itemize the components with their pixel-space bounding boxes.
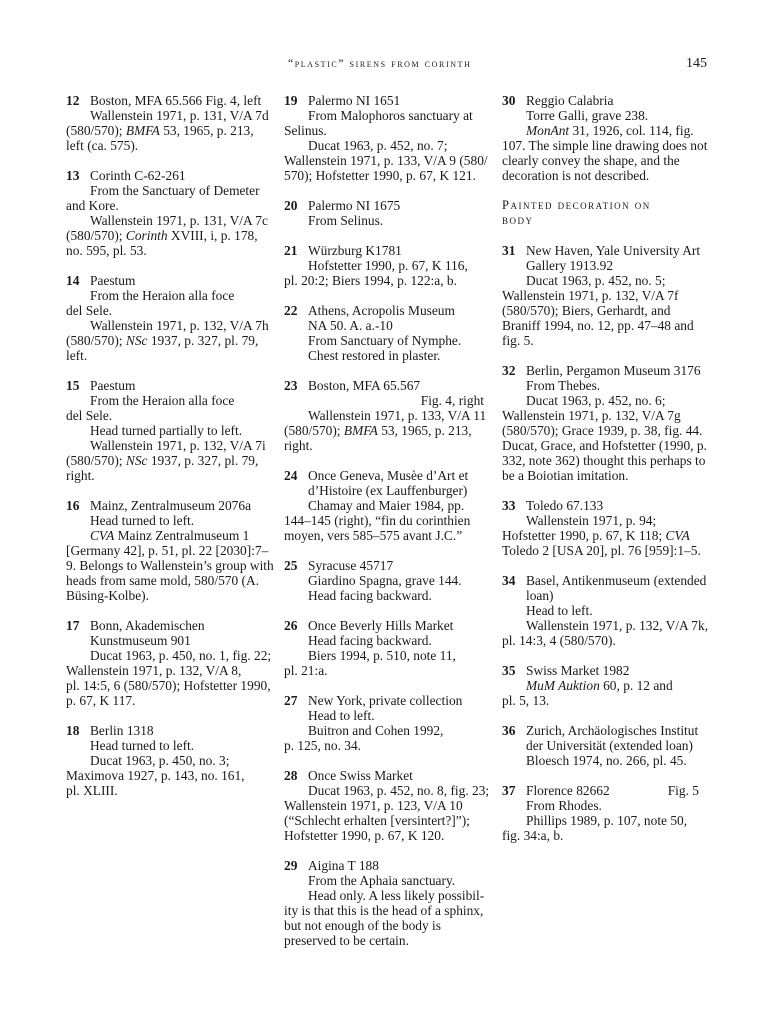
catalog-entry-21 bbox=[284, 243, 484, 288]
entry-number: 21 bbox=[284, 243, 298, 258]
entry-title: Basel, Antikenmuseum (extended bbox=[526, 573, 707, 588]
entry-line: d’Histoire (ex Lauffenburger) bbox=[308, 483, 468, 498]
entry-line: Head turned partially to left. bbox=[90, 423, 243, 438]
catalog-entry-13 bbox=[66, 168, 271, 258]
catalog-entry-22 bbox=[284, 303, 484, 363]
entry-line: Chest restored in plaster. bbox=[308, 348, 441, 363]
column-3 bbox=[502, 93, 709, 858]
catalog-entry-35 bbox=[502, 663, 705, 708]
entry-line: From Sanctuary of Nymphe. bbox=[308, 333, 462, 348]
entry-title: Palermo NI 1675 bbox=[308, 198, 401, 213]
entry-line: (580/570); Grace 1939, p. 38, fig. 44. bbox=[502, 423, 703, 438]
entry-line: and Kore. bbox=[66, 198, 119, 213]
entry-line: From Malophoros sanctuary at bbox=[308, 108, 473, 123]
entry-number: 28 bbox=[284, 768, 298, 783]
entry-number: 13 bbox=[66, 168, 80, 183]
entry-line: MuM Auktion 60, p. 12 and bbox=[526, 678, 673, 693]
entry-number: 35 bbox=[502, 663, 516, 678]
entry-line: Phillips 1989, p. 107, note 50, bbox=[526, 813, 688, 828]
entry-title: Once Swiss Market bbox=[308, 768, 413, 783]
entry-line: Wallenstein 1971, p. 131, V/A 7d bbox=[90, 108, 269, 123]
entry-title: Berlin, Pergamon Museum 3176 bbox=[526, 363, 701, 378]
entry-line: del Sele. bbox=[66, 408, 113, 423]
column-2 bbox=[284, 93, 490, 963]
catalog-entry-23 bbox=[284, 378, 487, 453]
entry-number: 29 bbox=[284, 858, 298, 873]
entry-line: Wallenstein 1971, p. 133, V/A 9 (580/ bbox=[284, 153, 488, 168]
entry-number: 27 bbox=[284, 693, 298, 708]
entry-title: Florence 82662 bbox=[526, 783, 610, 798]
entry-line: From the Aphaia sanctuary. bbox=[308, 873, 456, 888]
entry-line: Head facing backward. bbox=[308, 633, 432, 648]
entry-title: Corinth C-62-261 bbox=[90, 168, 186, 183]
entry-line: Ducat 1963, p. 450, no. 3; bbox=[90, 753, 230, 768]
entry-title: Zurich, Archäologisches Institut bbox=[526, 723, 699, 738]
entry-line: pl. 21:a. bbox=[284, 663, 328, 678]
entry-line: 570); Hofstetter 1990, p. 67, K 121. bbox=[284, 168, 476, 183]
entry-line: fig. 5. bbox=[502, 333, 534, 348]
catalog-entry-18 bbox=[66, 723, 271, 798]
entry-line: decoration is not described. bbox=[502, 168, 650, 183]
entry-line: Hofstetter 1990, p. 67, K 120. bbox=[284, 828, 445, 843]
entry-line: del Sele. bbox=[66, 303, 113, 318]
running-head: “plastic” sirens from corinth bbox=[288, 58, 472, 70]
entry-line: Wallenstein 1971, p. 94; bbox=[526, 513, 657, 528]
entry-line: Toledo 2 [USA 20], pl. 76 [959]:1–5. bbox=[502, 543, 701, 558]
figure-reference: Fig. 5 bbox=[667, 783, 699, 798]
section-heading: Painted decoration on body bbox=[502, 198, 651, 227]
catalog-entry-34 bbox=[502, 573, 709, 648]
entry-line: Maximova 1927, p. 143, no. 161, bbox=[66, 768, 245, 783]
entry-line: MonAnt 31, 1926, col. 114, fig. bbox=[526, 123, 694, 138]
entry-line: Wallenstein 1971, p. 132, V/A 7f bbox=[502, 288, 679, 303]
catalog-entry-28 bbox=[284, 768, 490, 843]
entry-line: p. 67, K 117. bbox=[66, 693, 136, 708]
entry-line: Biers 1994, p. 510, note 11, bbox=[308, 648, 456, 663]
entry-title: Paestum bbox=[90, 378, 136, 393]
entry-title: Swiss Market 1982 bbox=[526, 663, 630, 678]
entry-line: left (ca. 575). bbox=[66, 138, 139, 153]
entry-line: Gallery 1913.92 bbox=[526, 258, 614, 273]
entry-title: Palermo NI 1651 bbox=[308, 93, 401, 108]
entry-line: Wallenstein 1971, p. 133, V/A 11 bbox=[308, 408, 487, 423]
entry-line: heads from same mold, 580/570 (A. bbox=[66, 573, 260, 588]
entry-number: 18 bbox=[66, 723, 80, 738]
entry-number: 12 bbox=[66, 93, 80, 108]
catalog-entry-17 bbox=[66, 618, 271, 708]
entry-line: From the Sanctuary of Demeter bbox=[90, 183, 260, 198]
catalog-entry-14 bbox=[66, 273, 271, 363]
entry-line: (580/570); Corinth XVIII, i, p. 178, bbox=[66, 228, 258, 243]
catalog-entry-31 bbox=[502, 243, 705, 348]
catalog-entry-30 bbox=[502, 93, 708, 183]
catalog-entry-24 bbox=[284, 468, 484, 543]
entry-title: Syracuse 45717 bbox=[308, 558, 394, 573]
catalog-entry-15 bbox=[66, 378, 271, 483]
entry-line: be a Boiotian imitation. bbox=[502, 468, 629, 483]
entry-number: 31 bbox=[502, 243, 516, 258]
entry-line: Chamay and Maier 1984, pp. bbox=[308, 498, 465, 513]
catalog-entry-25 bbox=[284, 558, 484, 603]
entry-line: Head turned to left. bbox=[90, 738, 195, 753]
entry-number: 22 bbox=[284, 303, 298, 318]
entry-number: 23 bbox=[284, 378, 298, 393]
catalog-entry-16 bbox=[66, 498, 274, 603]
entry-line: moyen, vers 585–575 avant J.C.” bbox=[284, 528, 463, 543]
entry-title: Once Beverly Hills Market bbox=[308, 618, 454, 633]
entry-title: New Haven, Yale University Art bbox=[526, 243, 701, 258]
entry-line: pl. 20:2; Biers 1994, p. 122:a, b. bbox=[284, 273, 457, 288]
column-1 bbox=[66, 93, 274, 813]
entry-title: Athens, Acropolis Museum bbox=[308, 303, 455, 318]
entry-line: preserved to be certain. bbox=[284, 933, 409, 948]
entry-line: From the Heraion alla foce bbox=[90, 393, 235, 408]
entry-line: From Rhodes. bbox=[526, 798, 602, 813]
entry-number: 20 bbox=[284, 198, 298, 213]
entry-line: From Selinus. bbox=[308, 213, 384, 228]
entry-line: Giardino Spagna, grave 144. bbox=[308, 573, 462, 588]
entry-line: Wallenstein 1971, p. 132, V/A 7i bbox=[90, 438, 266, 453]
entry-line: Wallenstein 1971, p. 132, V/A 8, bbox=[66, 663, 242, 678]
entry-line: Torre Galli, grave 238. bbox=[526, 108, 649, 123]
entry-line: but not enough of the body is bbox=[284, 918, 441, 933]
entry-title: Toledo 67.133 bbox=[526, 498, 604, 513]
page-number: 145 bbox=[686, 56, 707, 71]
entry-title: Boston, MFA 65.566 Fig. 4, left bbox=[90, 93, 262, 108]
entry-line: Wallenstein 1971, p. 131, V/A 7c bbox=[90, 213, 268, 228]
catalog-entry-19 bbox=[284, 93, 488, 183]
entry-line: Kunstmuseum 901 bbox=[90, 633, 191, 648]
entry-line: Buitron and Cohen 1992, bbox=[308, 723, 444, 738]
catalog-entry-27 bbox=[284, 693, 484, 753]
entry-number: 37 bbox=[502, 783, 516, 798]
entry-line: Ducat 1963, p. 452, no. 8, fig. 23; bbox=[308, 783, 490, 798]
entry-line: Wallenstein 1971, p. 132, V/A 7g bbox=[502, 408, 681, 423]
entry-line: (580/570); NSc 1937, p. 327, pl. 79, bbox=[66, 453, 259, 468]
entry-number: 32 bbox=[502, 363, 516, 378]
catalog-entry-32 bbox=[502, 363, 705, 483]
entry-line: right. bbox=[66, 468, 95, 483]
entry-title: New York, private collection bbox=[308, 693, 463, 708]
entry-line: Head to left. bbox=[308, 708, 375, 723]
entry-title: Aigina T 188 bbox=[308, 858, 379, 873]
entry-line: Büsing-Kolbe). bbox=[66, 588, 149, 603]
entry-line: no. 595, pl. 53. bbox=[66, 243, 147, 258]
entry-number: 14 bbox=[66, 273, 80, 288]
entry-number: 24 bbox=[284, 468, 298, 483]
catalog-entry-37 bbox=[502, 783, 705, 843]
entry-line: der Universität (extended loan) bbox=[526, 738, 693, 753]
entry-line: 144–145 (right), “fin du corinthien bbox=[284, 513, 471, 528]
entry-title: Berlin 1318 bbox=[90, 723, 154, 738]
catalog-entry-33 bbox=[502, 498, 705, 558]
entry-line: Head to left. bbox=[526, 603, 593, 618]
entry-number: 36 bbox=[502, 723, 516, 738]
entry-number: 26 bbox=[284, 618, 298, 633]
entry-line: (580/570); BMFA 53, 1965, p. 213, bbox=[66, 123, 254, 138]
entry-line: pl. XLIII. bbox=[66, 783, 118, 798]
catalog-entry-36 bbox=[502, 723, 705, 768]
entry-number: 30 bbox=[502, 93, 516, 108]
entry-title: Würzburg K1781 bbox=[308, 243, 402, 258]
entry-line: pl. 14:5, 6 (580/570); Hofstetter 1990, bbox=[66, 678, 271, 693]
entry-line: ity is that this is the head of a sphinx, bbox=[284, 903, 484, 918]
entry-line: 107. The simple line drawing does not bbox=[502, 138, 708, 153]
entry-number: 16 bbox=[66, 498, 80, 513]
entry-title: Boston, MFA 65.567 bbox=[308, 378, 421, 393]
entry-line: clearly convey the shape, and the bbox=[502, 153, 680, 168]
entry-line: From Thebes. bbox=[526, 378, 601, 393]
entry-line: Ducat 1963, p. 450, no. 1, fig. 22; bbox=[90, 648, 272, 663]
entry-title: Bonn, Akademischen bbox=[90, 618, 205, 633]
entry-line: (580/570); NSc 1937, p. 327, pl. 79, bbox=[66, 333, 259, 348]
entry-line: Wallenstein 1971, p. 123, V/A 10 bbox=[284, 798, 463, 813]
entry-line: Wallenstein 1971, p. 132, V/A 7k, bbox=[526, 618, 709, 633]
entry-line: p. 125, no. 34. bbox=[284, 738, 361, 753]
entry-line: Ducat 1963, p. 452, no. 5; bbox=[526, 273, 666, 288]
entry-title: Once Geneva, Musèe d’Art et bbox=[308, 468, 469, 483]
entry-line: fig. 34:a, b. bbox=[502, 828, 564, 843]
entry-line: (“Schlecht erhalten [versintert?]”); bbox=[284, 813, 470, 828]
entry-title: Reggio Calabria bbox=[526, 93, 614, 108]
entry-number: 17 bbox=[66, 618, 80, 633]
entry-line: right. bbox=[284, 438, 313, 453]
entry-number: 34 bbox=[502, 573, 516, 588]
entry-line: Ducat 1963, p. 452, no. 7; bbox=[308, 138, 448, 153]
entry-line: [Germany 42], p. 51, pl. 22 [2030]:7– bbox=[66, 543, 269, 558]
entry-line: From the Heraion alla foce bbox=[90, 288, 235, 303]
entry-line: Wallenstein 1971, p. 132, V/A 7h bbox=[90, 318, 269, 333]
entry-number: 19 bbox=[284, 93, 298, 108]
entry-line: Bloesch 1974, no. 266, pl. 45. bbox=[526, 753, 687, 768]
entry-line: pl. 14:3, 4 (580/570). bbox=[502, 633, 616, 648]
entry-line: Head only. A less likely possibil- bbox=[308, 888, 485, 903]
entry-number: 25 bbox=[284, 558, 298, 573]
entry-line: Ducat 1963, p. 452, no. 6; bbox=[526, 393, 666, 408]
entry-title: Paestum bbox=[90, 273, 136, 288]
entry-line: (580/570); Biers, Gerhardt, and bbox=[502, 303, 671, 318]
entry-line: Ducat, Grace, and Hofstetter (1990, p. bbox=[502, 438, 707, 453]
entry-line: Hofstetter 1990, p. 67, K 116, bbox=[308, 258, 468, 273]
entry-line: (580/570); BMFA 53, 1965, p. 213, bbox=[284, 423, 472, 438]
entry-line: left. bbox=[66, 348, 88, 363]
entry-line: NA 50. A. a.-10 bbox=[308, 318, 393, 333]
entry-line: Head turned to left. bbox=[90, 513, 195, 528]
entry-line: loan) bbox=[526, 588, 554, 603]
entry-line: Braniff 1994, no. 12, pp. 47–48 and bbox=[502, 318, 694, 333]
figure-reference: Fig. 4, right bbox=[420, 393, 484, 408]
catalog-entry-26 bbox=[284, 618, 484, 678]
entry-line: 9. Belongs to Wallenstein’s group with bbox=[66, 558, 274, 573]
catalog-entry-29 bbox=[284, 858, 484, 948]
entry-line: CVA Mainz Zentralmuseum 1 bbox=[90, 528, 250, 543]
catalog-entry-12 bbox=[66, 93, 271, 153]
page-header bbox=[0, 58, 770, 78]
entry-line: Head facing backward. bbox=[308, 588, 432, 603]
entry-line: 332, note 362) thought this perhaps to bbox=[502, 453, 706, 468]
entry-line: Hofstetter 1990, p. 67, K 118; CVA bbox=[502, 528, 690, 543]
entry-line: Selinus. bbox=[284, 123, 327, 138]
entry-line: pl. 5, 13. bbox=[502, 693, 550, 708]
catalog-entry-20 bbox=[284, 198, 484, 228]
entry-number: 33 bbox=[502, 498, 516, 513]
entry-number: 15 bbox=[66, 378, 80, 393]
entry-title: Mainz, Zentralmuseum 2076a bbox=[90, 498, 252, 513]
